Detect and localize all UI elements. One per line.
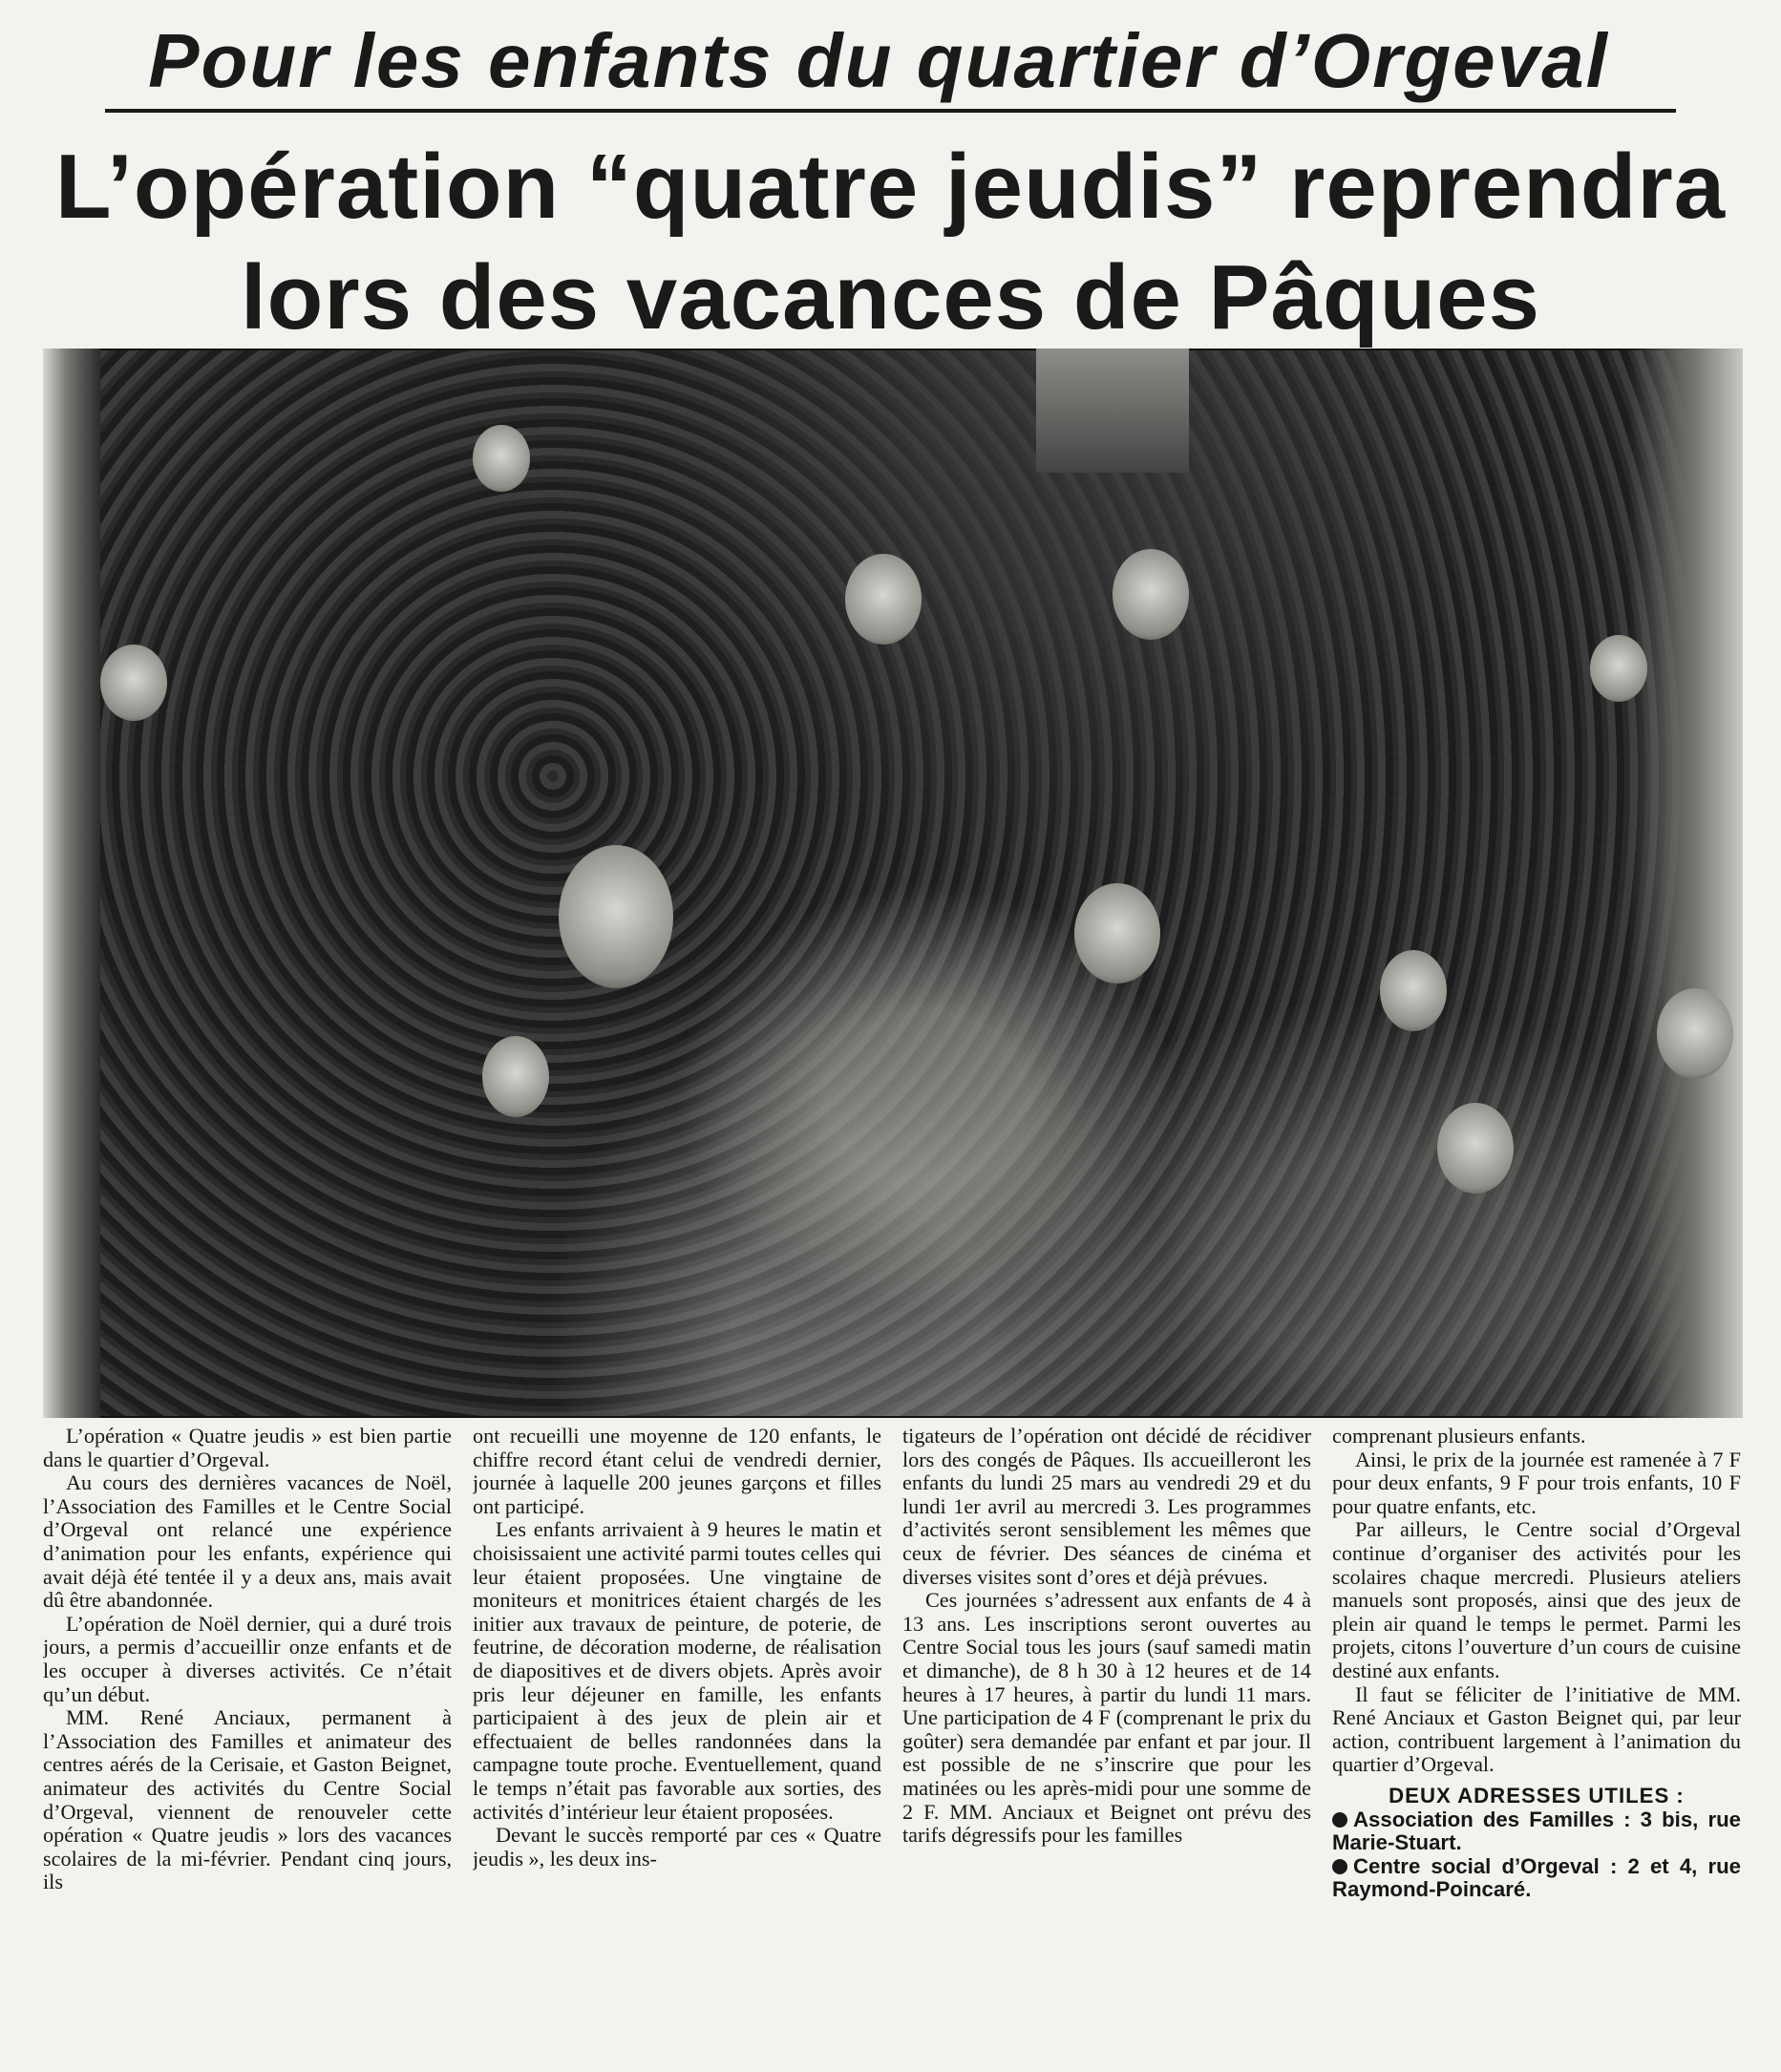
- column-4: [1332, 1425, 1741, 2062]
- addresses-heading: DEUX ADRESSES UTILES :: [1389, 1783, 1685, 1808]
- paragraph: Il faut se féliciter de l’initiative de MM. René Anciaux et Gaston Beignet qui, par leur action, contribuent largement à l’animation du quartier d’Orgeval.: [1332, 1681, 1741, 1777]
- photo-face: [1437, 1103, 1514, 1194]
- paragraph: Les enfants arrivaient à 9 heures le matin et choisissaient une activité parmi toutes celles qui leur étaient proposées. Une vingtaine de moniteurs et monitrices étaient chargés de les initier aux travaux de peinture, de poterie, de feutrine, de décoration moderne, de réalisation de diapositives et de divers objets. Après avoir pris leur déjeuner en famille, les enfants participaient à des jeux de plein air et effectuaient de belles randonnées dans la campagne toute proche. Eventuellement, quand le temps n’était pas favorable aux sorties, des activités d’intérieur leur étaient proposées.: [473, 1517, 881, 1824]
- paragraph-continued: tigateurs de l’opération ont décidé de récidiver lors des congés de Pâques. Ils accueilleront les enfants du lundi 25 mars au vendredi 29 et du lundi 1er avril au mercredi 3. Les programmes d’activités seront sensiblement les mêmes que ceux de février. Des séances de cinéma et diverses visites sont d’ores et déjà prévues.: [902, 1425, 1311, 1589]
- paragraph: L’opération de Noël dernier, qui a duré trois jours, a permis d’accueillir onze enfants et de les occuper à diverses activités. Ce n’était qu’un début.: [43, 1611, 452, 1706]
- address-text: Association des Familles : 3 bis, rue Marie-Stuart.: [1332, 1807, 1741, 1855]
- headline-line-1: L’opération “quatre jeudis” reprendra: [54, 136, 1727, 238]
- photo-face: [1113, 549, 1189, 640]
- photo-face: [473, 425, 530, 492]
- bullet-icon: [1332, 1859, 1347, 1874]
- paragraph: Par ailleurs, le Centre social d’Orgeval continue d’organiser des activités pour les scolaires chaque mercredi. Plusieurs ateliers manuels sont proposés, ainsi que des jeux de plein air quand le temps le permet. Parmi les projets, citons l’ouverture d’un cours de cuisine destiné aux enfants.: [1332, 1517, 1741, 1682]
- paragraph: Devant le succès remporté par ces « Quatre jeudis », les deux ins-: [473, 1823, 881, 1871]
- article-headline: [19, 132, 1762, 353]
- headline-line-2: lors des vacances de Pâques: [240, 246, 1541, 349]
- photo-face: [100, 645, 167, 721]
- photo-doorway: [1036, 349, 1189, 473]
- kicker-divider: [105, 109, 1676, 113]
- photo-right-wall: [1628, 349, 1743, 1418]
- column-2: [473, 1425, 881, 2062]
- photo-face: [1657, 988, 1733, 1079]
- paragraph: Ces journées s’adressent aux enfants de 4 à 13 ans. Les inscriptions seront ouvertes au Centre Social tous les jours (sauf samedi matin et dimanche), de 8 h 30 à 12 heures et de 14 heures à 17 heures, à partir du lundi 11 mars. Une participation de 4 F (comprenant le prix du goûter) sera demandée par enfant et par jour. Il est possible de ne s’inscrire que pour les matinées ou les après-midi pour une somme de 2 F. MM. Anciaux et Beignet ont prévu des tarifs dégressifs pour les familles: [902, 1588, 1311, 1848]
- column-1: [43, 1425, 452, 2062]
- address-text: Centre social d’Orgeval : 2 et 4, rue Raymond-Poincaré.: [1332, 1853, 1741, 1902]
- photo-face: [1380, 950, 1447, 1031]
- photo-face: [1074, 883, 1160, 983]
- paragraph-continued: comprenant plusieurs enfants.: [1332, 1425, 1586, 1448]
- photo-face: [559, 845, 673, 988]
- column-3: [902, 1425, 1311, 2062]
- article-kicker: Pour les enfants du quartier d’Orgeval: [148, 18, 1609, 103]
- paragraph: Au cours des dernières vacances de Noël, l’Association des Familles et le Centre Social d’Orgeval ont relancé une expérience d’animation pour les enfants, expérience qui avait déjà été tentée il y a deux ans, mais avait dû être abandonnée.: [43, 1470, 452, 1613]
- photo-left-wall: [43, 349, 100, 1418]
- paragraph: Ainsi, le prix de la journée est ramenée à 7 F pour deux enfants, 9 F pour trois enfants, 10 F pour quatre enfants, etc.: [1332, 1447, 1741, 1518]
- address-item: [1332, 1808, 1741, 1855]
- article-body: [43, 1425, 1743, 2062]
- paragraph-continued: ont recueilli une moyenne de 120 enfants, le chiffre record étant celui de vendredi dernier, journée à laquelle 200 jeunes garçons et filles ont participé.: [473, 1425, 881, 1518]
- photo-face: [1590, 635, 1647, 702]
- crowd-photo: [43, 349, 1743, 1418]
- address-item: [1332, 1855, 1741, 1902]
- paragraph: MM. René Anciaux, permanent à l’Association des Familles et animateur des centres aérés de la Cerisaie, et Gaston Beignet, animateur des activités du Centre Social d’Orgeval, viennent de renouveler cette opération « Quatre jeudis » lors des vacances scolaires de la mi-février. Pendant cinq jours, ils: [43, 1705, 452, 1894]
- paragraph: L’opération « Quatre jeudis » est bien partie dans le quartier d’Orgeval.: [43, 1425, 452, 1471]
- photo-face: [845, 554, 922, 645]
- photo-face: [482, 1036, 549, 1117]
- bullet-icon: [1332, 1812, 1347, 1828]
